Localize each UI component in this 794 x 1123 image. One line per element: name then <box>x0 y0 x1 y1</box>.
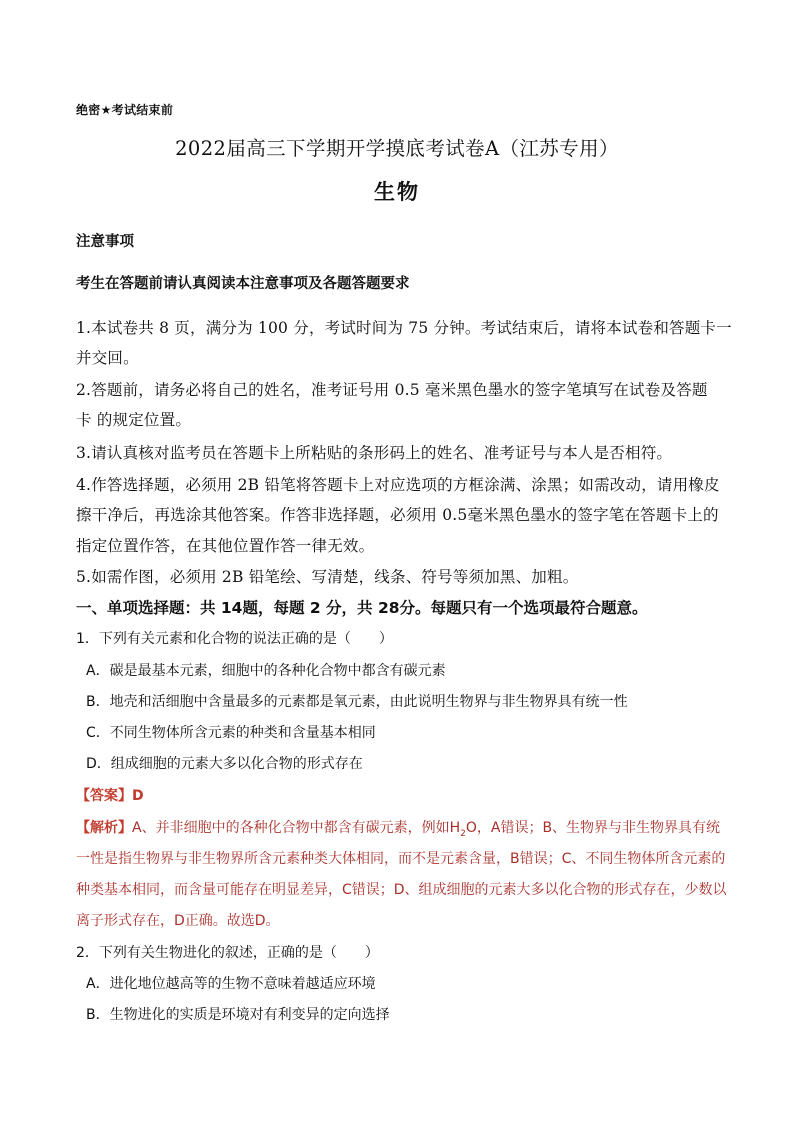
question-1-stem: 1．下列有关元素和化合物的说法正确的是（ ） <box>76 631 393 647</box>
exam-title: 2022届高三下学期开学摸底考试卷A（江苏专用） <box>175 137 619 160</box>
note-line: 1.本试卷共 8 页，满分为 100 分，考试时间为 75 分钟。考试结束后，请将本试卷和答题卡一 <box>76 319 732 337</box>
question-1-option-c: C．不同生物体所含元素的种类和含量基本相同 <box>86 725 376 741</box>
note-line: 2.答题前，请务必将自己的姓名，准考证号用 0.5 毫米黑色墨水的签字笔填写在试卷及答题 <box>76 381 708 399</box>
analysis-text: A、并非细胞中的各种化合物中都含有碳元素，例如H <box>132 820 461 836</box>
analysis-tag: 【解析】 <box>76 820 132 836</box>
question-1-analysis <box>76 817 720 839</box>
note-line: 擦干净后，再选涂其他答案。作答非选择题，必须用 0.5毫米黑色墨水的签字笔在答题卡上的 <box>76 506 719 524</box>
subject-title: 生物 <box>374 179 420 204</box>
note-line: 卡 的规定位置。 <box>76 411 192 429</box>
question-1-option-a: A．碳是最基本元素，细胞中的各种化合物中都含有碳元素 <box>86 663 446 679</box>
analysis-line: 种类基本相同，而含量可能存在明显差异，C错误；D、组成细胞的元素大多以化合物的形式存在，少数以 <box>76 882 727 898</box>
note-line: 指定位置作答，在其他位置作答一律无效。 <box>76 537 375 555</box>
confidential-label: 绝密★考试结束前 <box>76 103 174 117</box>
question-2-option-b: B．生物进化的实质是环境对有利变异的定向选择 <box>86 1007 390 1023</box>
analysis-line: 离子形式存在，D正确。故选D。 <box>76 913 280 929</box>
note-line: 4.作答选择题，必须用 2B 铅笔将答题卡上对应选项的方框涂满、涂黑；如需改动，请用橡皮 <box>76 476 720 494</box>
question-2-stem: 2．下列有关生物进化的叙述，正确的是（ ） <box>76 945 379 961</box>
note-line: 5.如需作图，必须用 2B 铅笔绘、写清楚，线条、符号等须加黑、加粗。 <box>76 568 579 586</box>
notes-heading: 注意事项 <box>76 234 134 250</box>
analysis-line: 一性是指生物界与非生物界所含元素种类大体相同，而不是元素含量，B错误；C、不同生物体所含元素的 <box>76 851 726 867</box>
note-line: 并交回。 <box>76 349 139 367</box>
note-line: 3.请认真核对监考员在答题卡上所粘贴的条形码上的姓名、准考证号与本人是否相符。 <box>76 444 673 462</box>
question-1-option-d: D．组成细胞的元素大多以化合物的形式存在 <box>86 756 363 772</box>
section-heading: 一、单项选择题：共 14题，每题 2 分，共 28分。每题只有一个选项最符合题意。 <box>76 599 648 617</box>
notes-requirement: 考生在答题前请认真阅读本注意事项及各题答题要求 <box>76 276 410 292</box>
question-1-answer: 【答案】D <box>76 788 144 804</box>
analysis-subscript: 2 <box>460 828 466 839</box>
question-1-option-b: B．地壳和活细胞中含量最多的元素都是氧元素，由此说明生物界与非生物界具有统一性 <box>86 694 628 710</box>
analysis-text: O，A错误；B、生物界与非生物界具有统 <box>465 820 721 836</box>
question-2-option-a: A．进化地位越高等的生物不意味着越适应环境 <box>86 976 376 992</box>
